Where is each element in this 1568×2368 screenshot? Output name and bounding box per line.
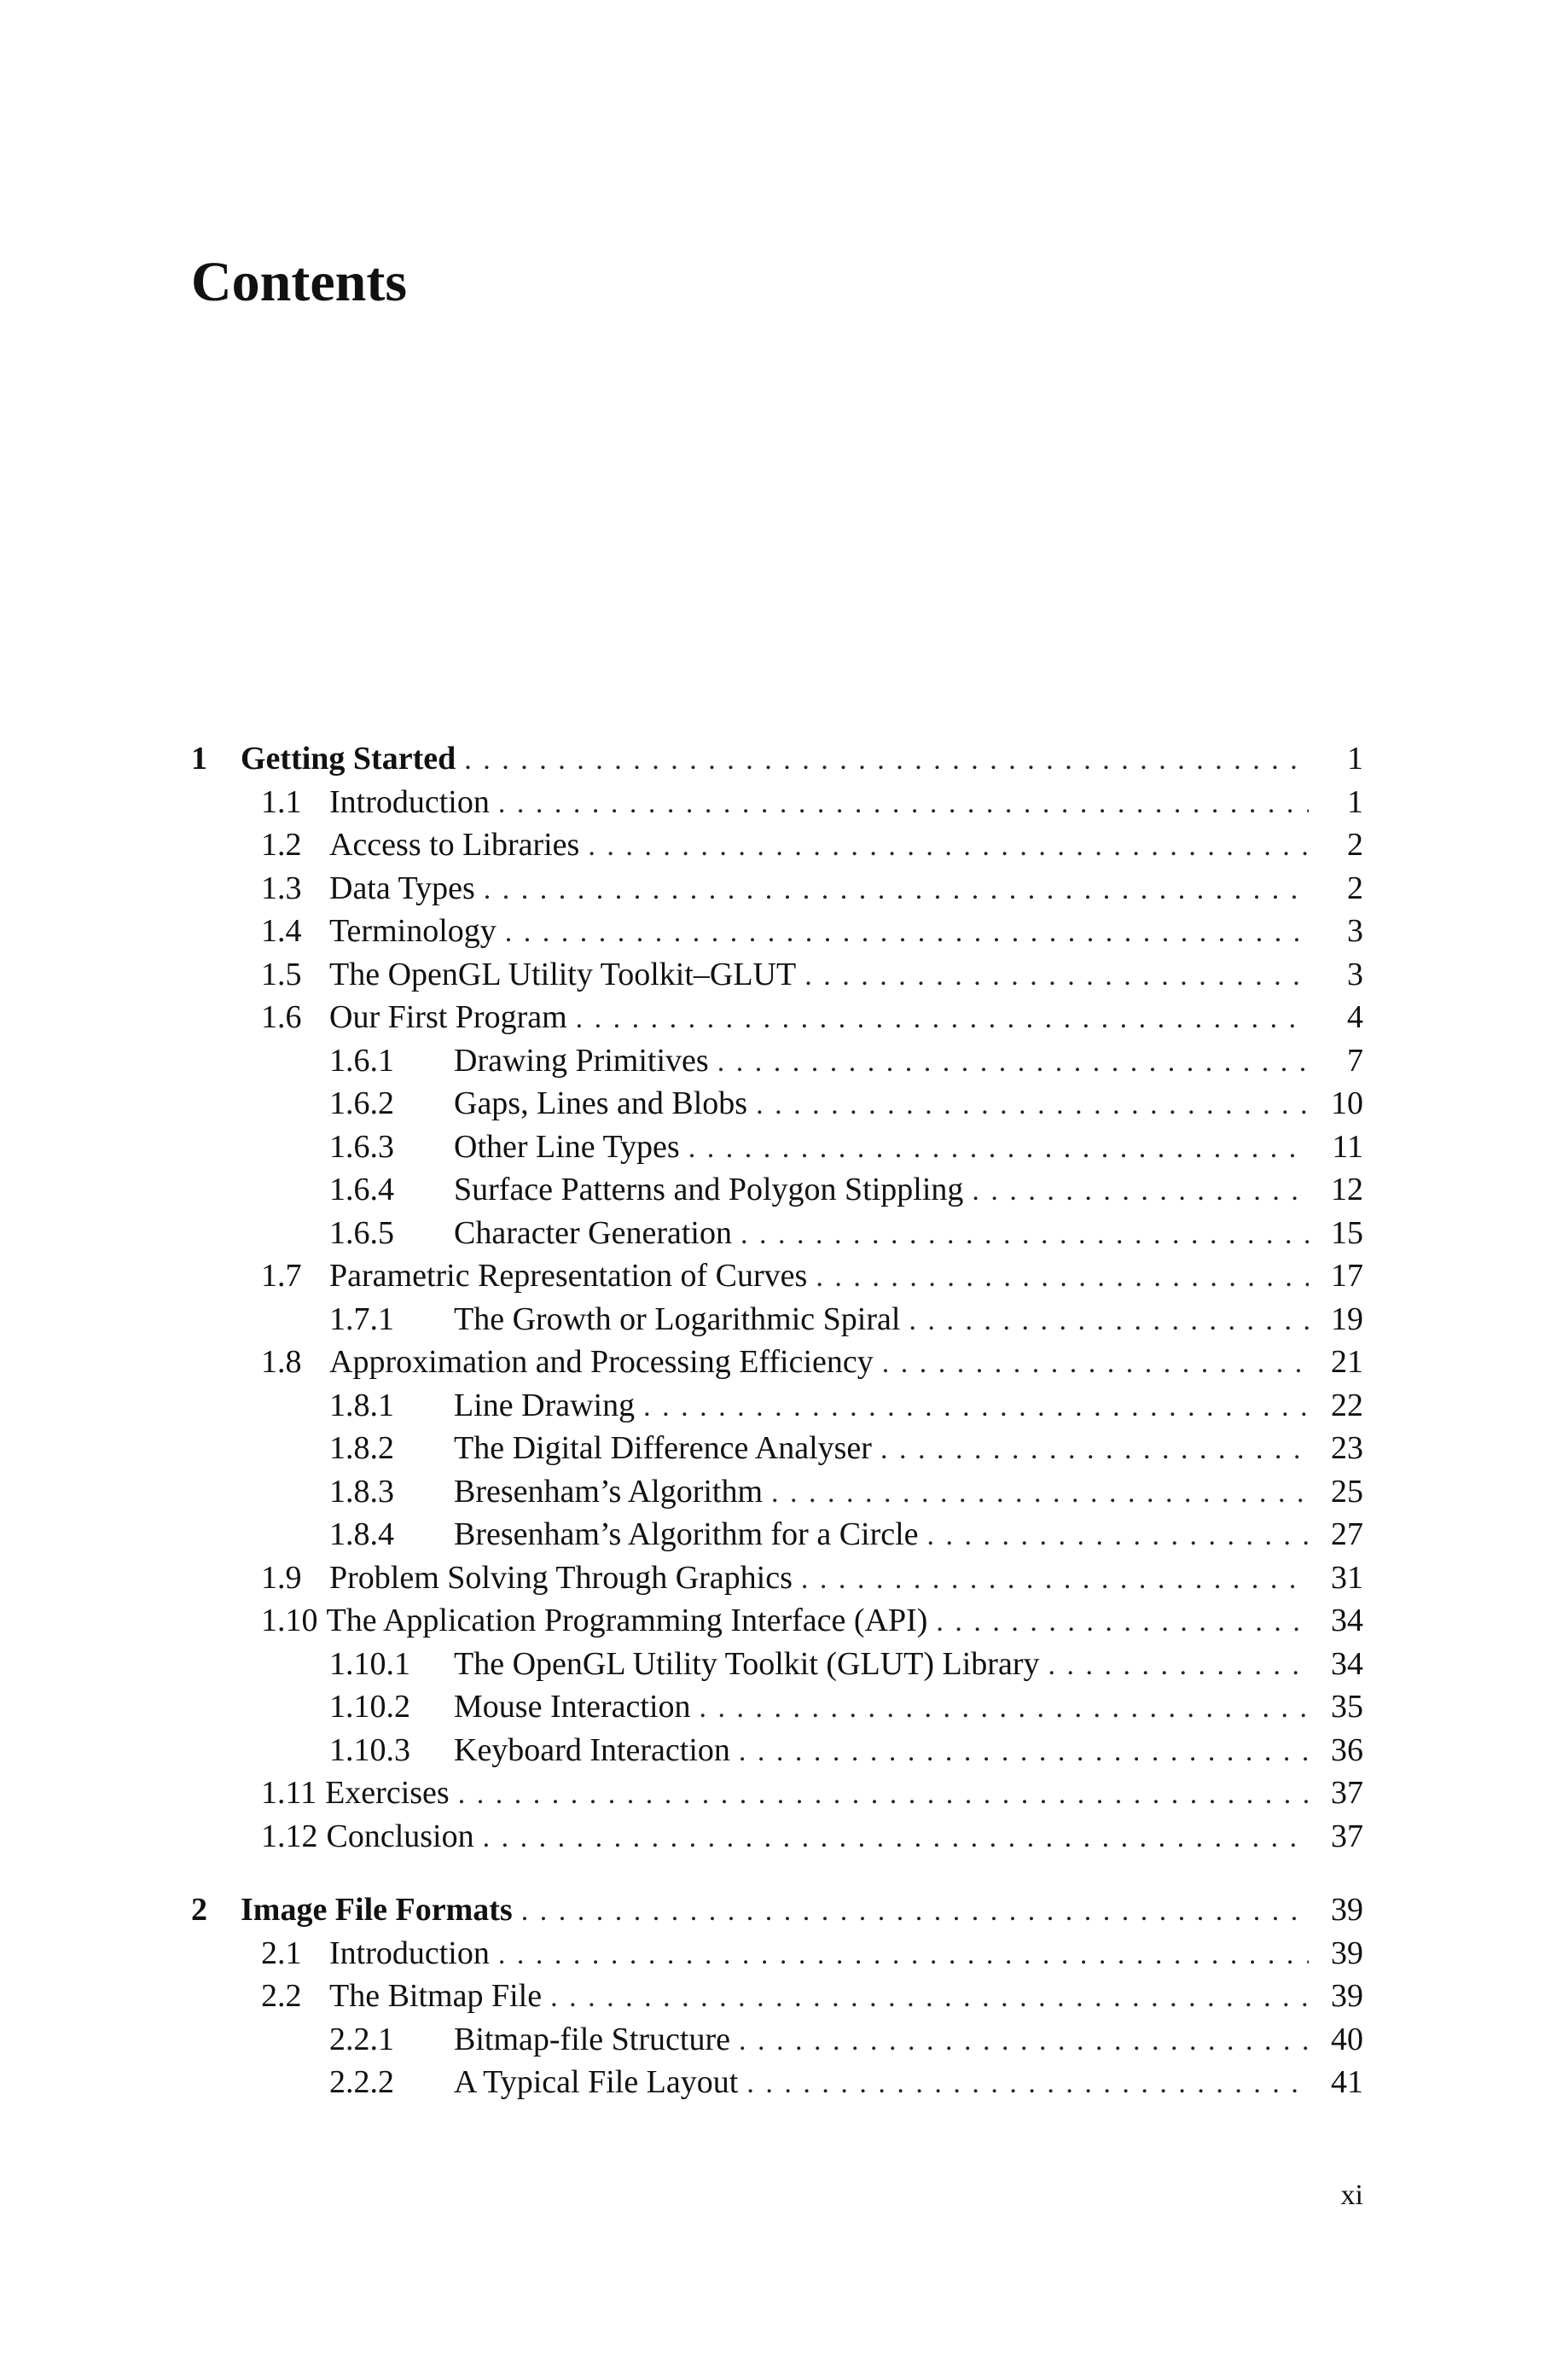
toc-section-entry[interactable]: [191, 953, 1363, 997]
toc-entry-number: 1.6: [261, 999, 302, 1035]
toc-entry-title: Introduction: [329, 1935, 490, 1971]
toc-subsection-entry[interactable]: [191, 1685, 1363, 1729]
toc-entry-title: Access to Libraries: [329, 827, 580, 863]
toc-subsection-entry[interactable]: [191, 1168, 1363, 1212]
toc-entry-title: Keyboard Interaction: [454, 1731, 730, 1768]
toc-section-entry[interactable]: [191, 781, 1363, 824]
toc-entry-number: 1.6.3: [329, 1128, 394, 1165]
toc-subsection-entry[interactable]: [191, 2061, 1363, 2104]
toc-entry-page-number: 19: [1331, 1300, 1363, 1337]
page-title: Contents: [191, 251, 408, 313]
leader-dots: [816, 1256, 1309, 1300]
leader-dots: [688, 1127, 1309, 1171]
toc-entry-page-number: 34: [1331, 1603, 1363, 1638]
toc-entry-title: A Typical File Layout: [454, 2064, 739, 2100]
leader-dots: [1048, 1644, 1309, 1688]
leader-dots: [756, 1084, 1309, 1127]
leader-dots: [936, 1601, 1309, 1644]
leader-dots: [746, 2063, 1309, 2106]
toc-entry-title: The Growth or Logarithmic Spiral: [454, 1300, 901, 1337]
toc-subsection-entry[interactable]: [191, 1643, 1363, 1686]
toc-entry-number: 1.5: [261, 956, 302, 992]
toc-section-entry[interactable]: [191, 1975, 1363, 2018]
toc-entry-number: 1.8.2: [329, 1430, 394, 1466]
toc-entry-page-number: 7: [1347, 1042, 1363, 1079]
toc-entry-page-number: 4: [1347, 999, 1363, 1035]
toc-entry-title: Bitmap-file Structure: [454, 2021, 730, 2057]
toc-entry-page-number: 12: [1331, 1172, 1363, 1207]
toc-entry-title: The Bitmap File: [329, 1978, 543, 2014]
toc-subsection-entry[interactable]: [191, 2018, 1363, 2062]
toc-entry-title: Line Drawing: [454, 1387, 636, 1423]
leader-dots: [804, 955, 1309, 998]
leader-dots: [576, 998, 1309, 1041]
toc-entry-number: 1.8: [261, 1344, 302, 1380]
toc-entry-number: 1.2: [261, 827, 302, 863]
toc-entry-number: 1.10.3: [329, 1731, 410, 1768]
toc-entry-title: Other Line Types: [454, 1128, 680, 1165]
toc-entry-title: Surface Patterns and Polygon Stippling: [454, 1172, 964, 1207]
leader-dots: [739, 1731, 1309, 1774]
toc-entry-title: Gaps, Lines and Blobs: [454, 1085, 748, 1121]
toc-entry-number: 1.6.2: [329, 1085, 394, 1121]
leader-dots: [588, 825, 1309, 869]
toc-entry-page-number: 40: [1331, 2021, 1363, 2057]
toc-section-entry[interactable]: [191, 1815, 1363, 1859]
toc-entry-number: 1.6.4: [329, 1172, 394, 1207]
leader-dots: [972, 1170, 1309, 1213]
toc-entry-page-number: 21: [1331, 1344, 1363, 1380]
leader-dots: [909, 1300, 1309, 1343]
toc-entry-title: Bresenham’s Algorithm: [454, 1473, 764, 1510]
toc-entry-number: 1.12: [261, 1818, 318, 1854]
leader-dots: [498, 1934, 1309, 1977]
toc-entry-page-number: 17: [1331, 1258, 1363, 1294]
toc-entry-title: Character Generation: [454, 1214, 732, 1251]
toc-entry-title: Approximation and Processing Efficiency: [329, 1344, 874, 1380]
toc-entry-page-number: 15: [1331, 1214, 1363, 1251]
toc-subsection-entry[interactable]: [191, 1384, 1363, 1428]
toc-entry-number: 1: [191, 741, 207, 777]
toc-subsection-entry[interactable]: [191, 1470, 1363, 1514]
toc-entry-title: Getting Started: [241, 741, 456, 777]
leader-dots: [484, 869, 1309, 912]
toc-entry-number: 1.7: [261, 1258, 302, 1294]
toc-section-entry[interactable]: [191, 1556, 1363, 1600]
page-folio: xi: [1340, 2179, 1363, 2211]
toc-entry-number: 1.1: [261, 783, 302, 820]
toc-entry-title: Drawing Primitives: [454, 1042, 709, 1079]
leader-dots: [927, 1515, 1309, 1558]
toc-section-entry[interactable]: [191, 996, 1363, 1039]
leader-dots: [700, 1687, 1309, 1731]
leader-dots: [717, 1041, 1309, 1085]
toc-section-entry[interactable]: [191, 1254, 1363, 1298]
toc-entry-number: 1.10.2: [329, 1689, 410, 1725]
toc-entry-page-number: 23: [1331, 1430, 1363, 1466]
leader-dots: [505, 911, 1309, 955]
toc-entry-title: Image File Formats: [241, 1892, 513, 1928]
leader-dots: [464, 739, 1309, 783]
toc-subsection-entry[interactable]: [191, 1126, 1363, 1169]
toc-entry-number: 1.6.5: [329, 1214, 394, 1251]
toc-entry-title: The Digital Difference Analyser: [454, 1430, 872, 1466]
leader-dots: [771, 1472, 1309, 1516]
toc-entry-page-number: 2: [1347, 870, 1363, 906]
toc-subsection-entry[interactable]: [191, 1082, 1363, 1126]
toc-entry-page-number: 1: [1347, 741, 1363, 777]
toc-subsection-entry[interactable]: [191, 1729, 1363, 1772]
table-of-contents: [191, 737, 1363, 2104]
toc-entry-page-number: 1: [1347, 783, 1363, 820]
toc-chapter-entry[interactable]: [191, 737, 1363, 781]
toc-section-entry[interactable]: [191, 1341, 1363, 1384]
toc-entry-number: 1.9: [261, 1559, 302, 1596]
toc-entry-page-number: 11: [1332, 1128, 1363, 1165]
toc-entry-page-number: 37: [1331, 1818, 1363, 1854]
leader-dots: [550, 1976, 1309, 2020]
toc-entry-number: 2: [191, 1892, 207, 1928]
toc-entry-number: 2.2.1: [329, 2021, 394, 2057]
leader-dots: [643, 1386, 1309, 1429]
toc-entry-number: 1.10.1: [329, 1645, 410, 1682]
toc-entry-page-number: 3: [1347, 913, 1363, 949]
toc-entry-number: 2.2.2: [329, 2064, 394, 2100]
toc-entry-number: 1.8.1: [329, 1387, 394, 1423]
toc-entry-page-number: 35: [1331, 1689, 1363, 1725]
toc-entry-title: The OpenGL Utility Toolkit–GLUT: [329, 956, 797, 992]
toc-entry-page-number: 39: [1331, 1978, 1363, 2014]
toc-entry-page-number: 37: [1331, 1775, 1363, 1811]
toc-subsection-entry[interactable]: [191, 1039, 1363, 1083]
toc-entry-page-number: 31: [1331, 1559, 1363, 1596]
toc-section-entry[interactable]: [191, 1932, 1363, 1975]
toc-entry-page-number: 22: [1331, 1387, 1363, 1423]
leader-dots: [498, 783, 1309, 826]
toc-entry-title: Parametric Representation of Curves: [329, 1258, 808, 1294]
toc-entry-page-number: 41: [1331, 2064, 1363, 2100]
toc-entry-title: Terminology: [329, 913, 497, 949]
toc-section-entry[interactable]: [191, 1772, 1363, 1815]
leader-dots: [521, 1890, 1309, 1934]
toc-entry-page-number: 34: [1331, 1645, 1363, 1682]
toc-entry-title: The OpenGL Utility Toolkit (GLUT) Library: [454, 1645, 1040, 1682]
toc-entry-page-number: 2: [1347, 827, 1363, 863]
toc-chapter-entry[interactable]: [191, 1888, 1363, 1932]
toc-entry-page-number: 39: [1331, 1892, 1363, 1928]
toc-subsection-entry[interactable]: [191, 1298, 1363, 1341]
leader-dots: [882, 1342, 1309, 1386]
toc-section-entry[interactable]: [191, 910, 1363, 953]
leader-dots: [801, 1558, 1309, 1602]
toc-section-entry[interactable]: [191, 867, 1363, 911]
toc-entry-title: Data Types: [329, 870, 475, 906]
toc-entry-page-number: 39: [1331, 1935, 1363, 1971]
toc-entry-title: Problem Solving Through Graphics: [329, 1559, 793, 1596]
toc-entry-number: 1.10: [261, 1603, 318, 1638]
toc-entry-page-number: 25: [1331, 1473, 1363, 1510]
toc-entry-title: Introduction: [329, 783, 490, 820]
toc-subsection-entry[interactable]: [191, 1427, 1363, 1470]
toc-entry-page-number: 27: [1331, 1516, 1363, 1552]
leader-dots: [740, 1213, 1309, 1257]
leader-dots: [458, 1773, 1309, 1817]
toc-entry-number: 1.11: [261, 1775, 317, 1811]
toc-entry-title: Exercises: [325, 1775, 450, 1811]
toc-entry-title: The Application Programming Interface (API): [326, 1603, 928, 1638]
toc-entry-number: 1.3: [261, 870, 302, 906]
toc-entry-title: Bresenham’s Algorithm for a Circle: [454, 1516, 919, 1552]
toc-entry-number: 1.8.4: [329, 1516, 394, 1552]
leader-dots: [739, 2020, 1309, 2063]
toc-entry-number: 1.6.1: [329, 1042, 394, 1079]
toc-subsection-entry[interactable]: [191, 1513, 1363, 1556]
leader-dots: [483, 1817, 1309, 1860]
toc-entry-number: 1.7.1: [329, 1300, 394, 1337]
toc-entry-page-number: 10: [1331, 1085, 1363, 1121]
toc-entry-number: 1.4: [261, 913, 302, 949]
toc-entry-title: Mouse Interaction: [454, 1689, 691, 1725]
toc-entry-number: 2.2: [261, 1978, 302, 2014]
toc-section-entry[interactable]: [191, 823, 1363, 867]
toc-section-entry[interactable]: [191, 1599, 1363, 1643]
toc-entry-number: 2.1: [261, 1935, 302, 1971]
toc-entry-page-number: 3: [1347, 956, 1363, 992]
toc-subsection-entry[interactable]: [191, 1212, 1363, 1255]
toc-entry-title: Conclusion: [326, 1818, 474, 1854]
toc-entry-page-number: 36: [1331, 1731, 1363, 1768]
toc-entry-title: Our First Program: [329, 999, 567, 1035]
leader-dots: [880, 1428, 1309, 1472]
toc-entry-number: 1.8.3: [329, 1473, 394, 1510]
